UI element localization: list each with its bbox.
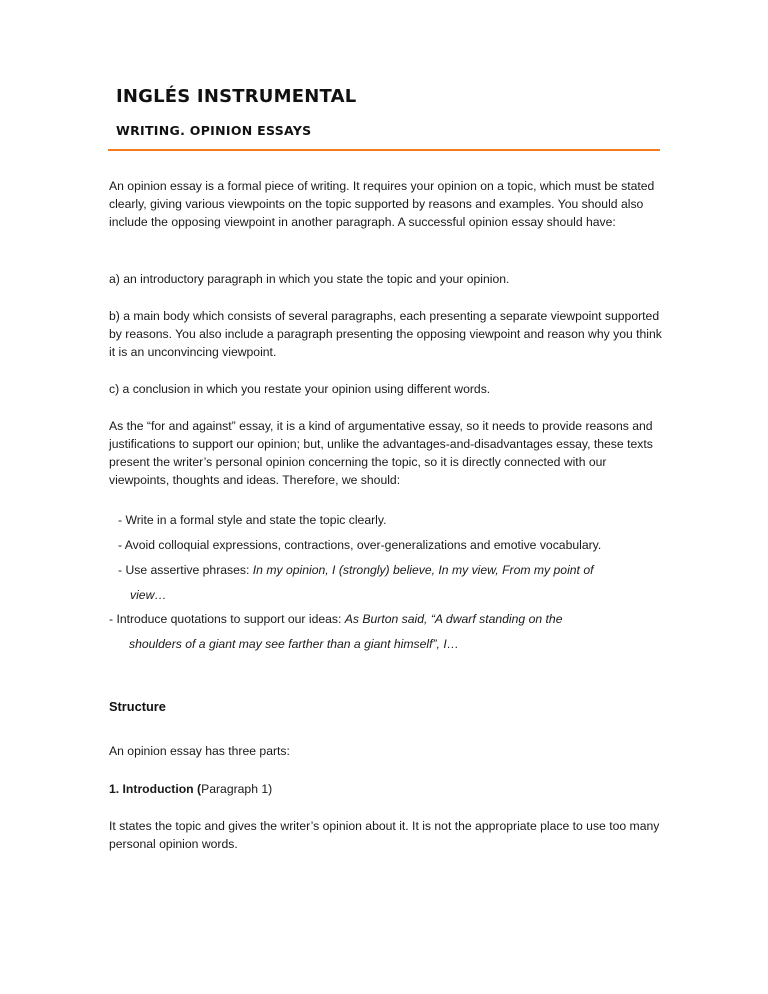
part1-heading <box>109 780 669 798</box>
guideline-quotations <box>109 607 669 656</box>
guideline-quote-cont: shoulders of a giant may see farther than a giant himself”, I… <box>129 636 459 651</box>
structure-heading: Structure <box>109 699 166 714</box>
guideline-assertive-phrases <box>118 558 678 607</box>
item-c: c) a conclusion in which you restate your opinion using different words. <box>109 382 491 396</box>
guideline-avoid-colloquial <box>118 533 678 558</box>
document-subtitle: WRITING. OPINION ESSAYS <box>116 123 312 138</box>
structure-intro: An opinion essay has three parts: <box>109 744 290 758</box>
guideline-text: - Write in a formal style and state the topic clearly. <box>118 513 387 527</box>
part1-note: Paragraph 1) <box>201 782 273 796</box>
guideline-text: - Avoid colloquial expressions, contractions, over-generalizations and emotive vocabulary. <box>118 538 602 552</box>
guideline-lead: - Introduce quotations to support our ideas: <box>109 612 345 626</box>
part1-description: It states the topic and gives the writer’s opinion about it. It is not the appropriate place to use too many personal opinion words. <box>109 819 660 851</box>
part1-label: 1. Introduction ( <box>109 782 202 796</box>
guideline-quote: As Burton said, “A dwarf standing on the <box>344 612 563 626</box>
for-against-paragraph: As the “for and against” essay, it is a kind of argumentative essay, so it needs to provide reasons and justifications to support our opinion; but, unlike the advantages-and-disadvantages essay, these texts present the writer’s personal opinion concerning the topic, so it is directly connected with our viewpoints, thoughts and ideas. Therefore, we should: <box>109 419 653 487</box>
item-b: b) a main body which consists of several paragraphs, each presenting a separate viewpoint supported by reasons. You also include a paragraph presenting the opposing viewpoint and reason why you think it is an unconvincing viewpoint. <box>109 309 662 359</box>
guideline-formal-style <box>118 508 678 533</box>
intro-paragraph: An opinion essay is a formal piece of writing. It requires your opinion on a topic, which must be stated clearly, giving various viewpoints on the topic supported by reasons and examples. You should also include the opposing viewpoint in another paragraph. A successful opinion essay should have: <box>109 179 655 229</box>
guideline-lead: - Use assertive phrases: <box>118 563 253 577</box>
orange-divider <box>108 149 660 151</box>
guideline-examples-cont: view… <box>130 587 167 602</box>
document-title: INGLÉS INSTRUMENTAL <box>116 86 357 107</box>
item-a: a) an introductory paragraph in which you state the topic and your opinion. <box>109 272 510 286</box>
guideline-examples: In my opinion, I (strongly) believe, In my view, From my point of <box>252 563 594 577</box>
